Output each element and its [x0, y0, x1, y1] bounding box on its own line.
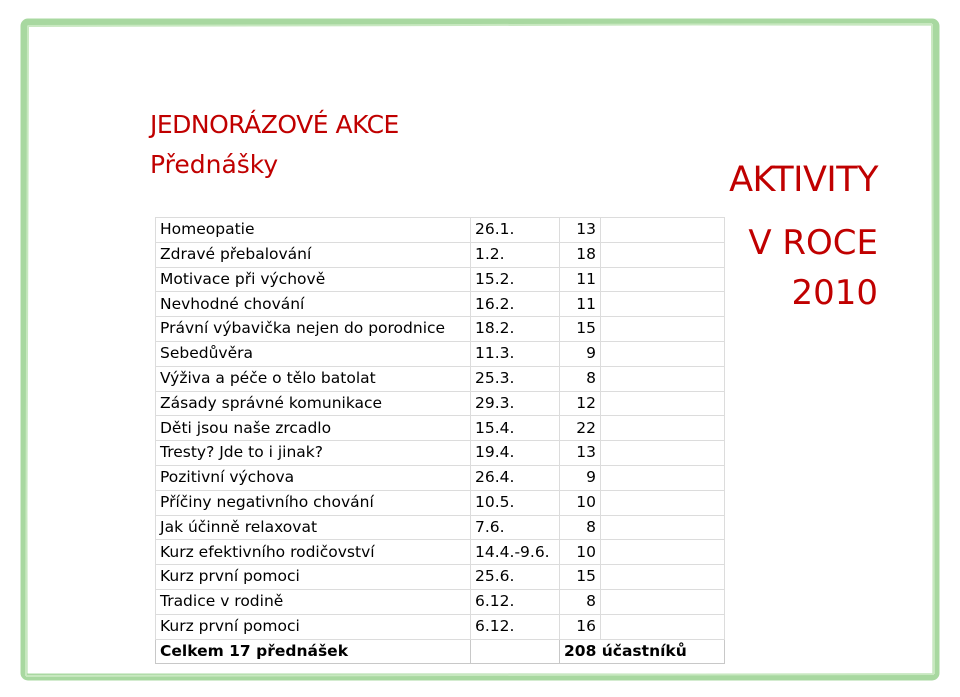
table-row — [156, 317, 725, 342]
table-row — [156, 341, 725, 366]
empty-cell — [601, 614, 725, 639]
table-row — [156, 292, 725, 317]
lecture-date: 16.2. — [471, 292, 560, 317]
lecture-attendees: 8 — [560, 515, 601, 540]
lecture-attendees: 10 — [560, 540, 601, 565]
side-title-line2: V ROCE — [748, 223, 878, 263]
lecture-name: Zdravé přebalování — [156, 242, 471, 267]
lecture-date: 25.3. — [471, 366, 560, 391]
table-row — [156, 391, 725, 416]
lecture-attendees: 9 — [560, 341, 601, 366]
lecture-attendees: 8 — [560, 589, 601, 614]
section-subheading: Přednášky — [150, 150, 279, 179]
total-attendees: 208 účastníků — [560, 639, 725, 664]
lecture-name: Tradice v rodině — [156, 589, 471, 614]
empty-cell — [601, 317, 725, 342]
lecture-name: Kurz první pomoci — [156, 565, 471, 590]
empty-cell — [601, 490, 725, 515]
lecture-date: 15.2. — [471, 267, 560, 292]
empty-cell — [601, 391, 725, 416]
lecture-attendees: 18 — [560, 242, 601, 267]
side-title-line1: AKTIVITY — [729, 160, 878, 200]
lecture-attendees: 13 — [560, 218, 601, 243]
lecture-attendees: 15 — [560, 565, 601, 590]
table-row — [156, 515, 725, 540]
lecture-date: 18.2. — [471, 317, 560, 342]
lecture-date: 14.4.-9.6. — [471, 540, 560, 565]
lecture-name: Pozitivní výchova — [156, 465, 471, 490]
lecture-name: Jak účinně relaxovat — [156, 515, 471, 540]
lecture-name: Kurz první pomoci — [156, 614, 471, 639]
total-row — [156, 639, 725, 664]
lecture-attendees: 16 — [560, 614, 601, 639]
empty-cell — [601, 292, 725, 317]
lecture-name: Sebedůvěra — [156, 341, 471, 366]
lecture-attendees: 13 — [560, 441, 601, 466]
lecture-attendees: 22 — [560, 416, 601, 441]
lecture-attendees: 11 — [560, 292, 601, 317]
table-row — [156, 465, 725, 490]
lecture-name: Právní výbavička nejen do porodnice — [156, 317, 471, 342]
lecture-date: 6.12. — [471, 614, 560, 639]
lecture-date: 15.4. — [471, 416, 560, 441]
lecture-name: Homeopatie — [156, 218, 471, 243]
lecture-name: Nevhodné chování — [156, 292, 471, 317]
lecture-date: 6.12. — [471, 589, 560, 614]
lecture-date: 19.4. — [471, 441, 560, 466]
lecture-name: Příčiny negativního chování — [156, 490, 471, 515]
lecture-name: Tresty? Jde to i jinak? — [156, 441, 471, 466]
empty-cell — [601, 515, 725, 540]
side-title-year: 2010 — [791, 273, 878, 313]
table-row — [156, 614, 725, 639]
table-row — [156, 589, 725, 614]
lecture-attendees: 9 — [560, 465, 601, 490]
lecture-date: 1.2. — [471, 242, 560, 267]
empty-cell — [601, 416, 725, 441]
lecture-date: 26.1. — [471, 218, 560, 243]
table-row — [156, 565, 725, 590]
lecture-attendees: 8 — [560, 366, 601, 391]
section-heading: JEDNORÁZOVÉ AKCE — [150, 110, 399, 139]
lecture-name: Zásady správné komunikace — [156, 391, 471, 416]
table-row — [156, 218, 725, 243]
total-date — [471, 639, 560, 664]
table-row — [156, 416, 725, 441]
lecture-attendees: 12 — [560, 391, 601, 416]
empty-cell — [601, 218, 725, 243]
empty-cell — [601, 540, 725, 565]
empty-cell — [601, 565, 725, 590]
table-row — [156, 267, 725, 292]
empty-cell — [601, 341, 725, 366]
empty-cell — [601, 465, 725, 490]
empty-cell — [601, 441, 725, 466]
lecture-name: Kurz efektivního rodičovství — [156, 540, 471, 565]
table-row — [156, 490, 725, 515]
table-row — [156, 366, 725, 391]
lectures-table — [155, 217, 725, 664]
lecture-date: 10.5. — [471, 490, 560, 515]
table-row — [156, 242, 725, 267]
lecture-name: Děti jsou naše zrcadlo — [156, 416, 471, 441]
table-row — [156, 441, 725, 466]
lecture-date: 26.4. — [471, 465, 560, 490]
lecture-name: Výživa a péče o tělo batolat — [156, 366, 471, 391]
table-row — [156, 540, 725, 565]
total-label: Celkem 17 přednášek — [156, 639, 471, 664]
empty-cell — [601, 366, 725, 391]
empty-cell — [601, 267, 725, 292]
empty-cell — [601, 242, 725, 267]
lecture-date: 7.6. — [471, 515, 560, 540]
lecture-date: 29.3. — [471, 391, 560, 416]
lecture-attendees: 15 — [560, 317, 601, 342]
lecture-date: 11.3. — [471, 341, 560, 366]
lecture-attendees: 11 — [560, 267, 601, 292]
empty-cell — [601, 589, 725, 614]
lecture-date: 25.6. — [471, 565, 560, 590]
lecture-attendees: 10 — [560, 490, 601, 515]
lecture-name: Motivace při výchově — [156, 267, 471, 292]
